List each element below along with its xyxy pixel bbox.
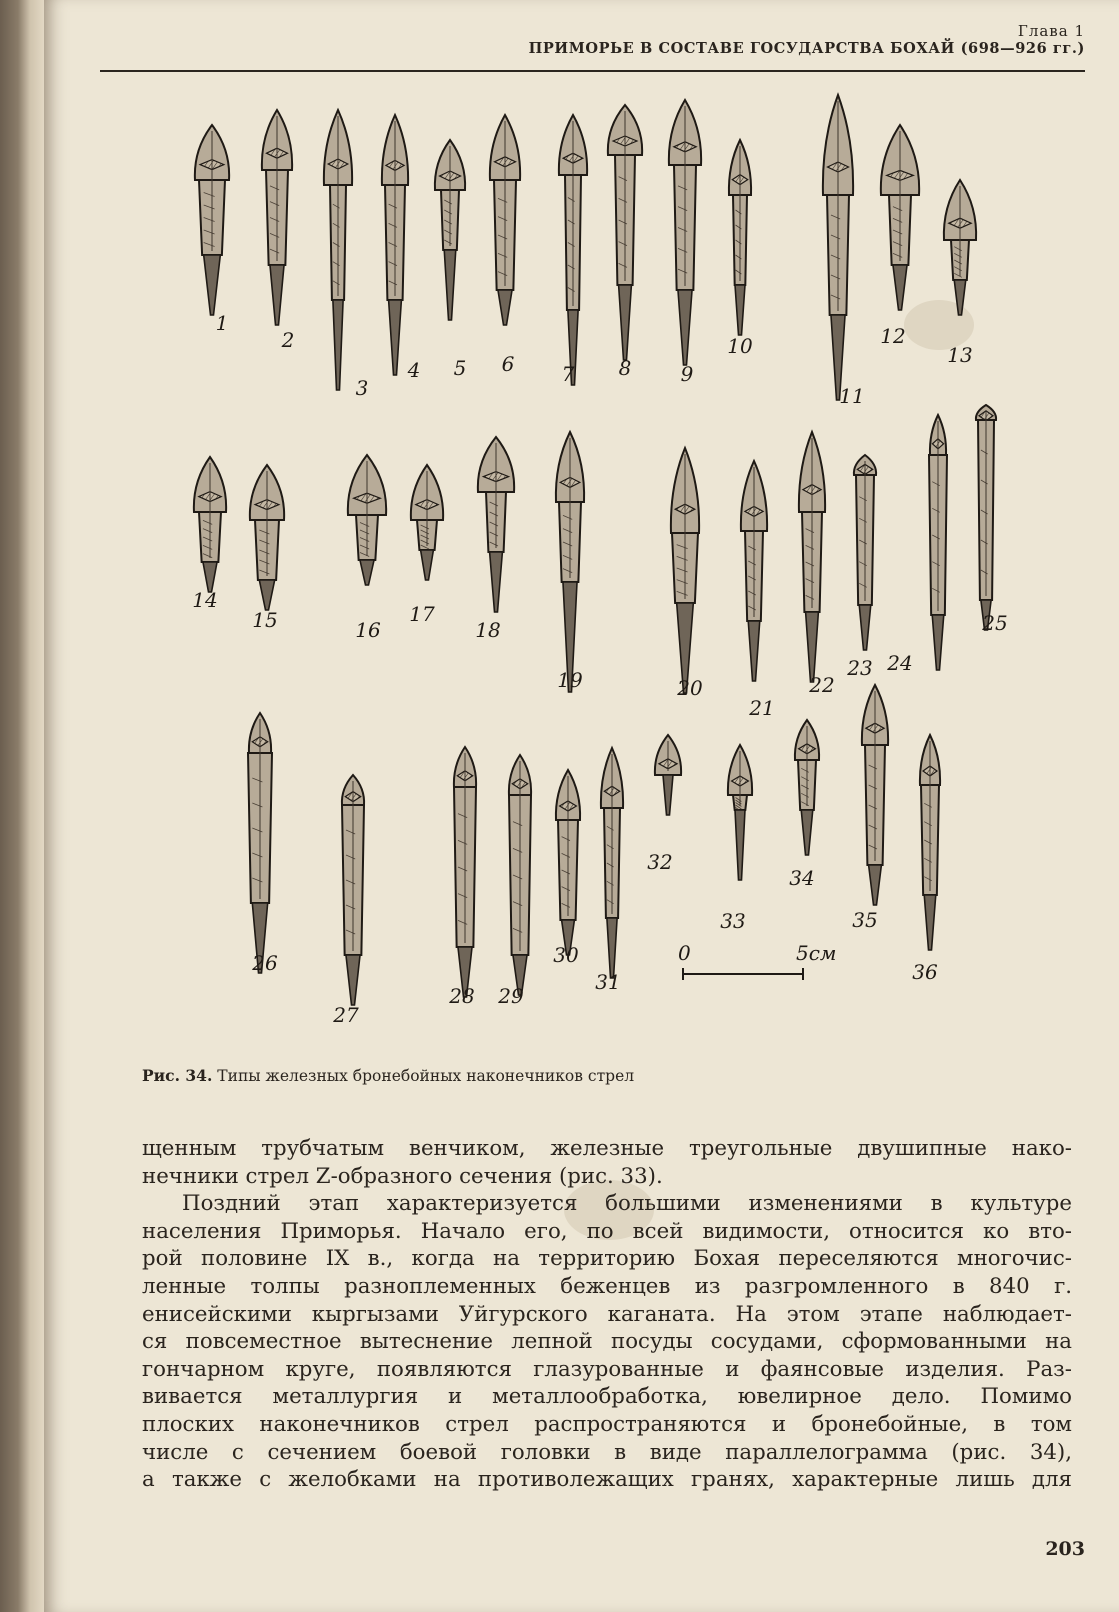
arrowhead-number-7: 7 <box>561 362 575 386</box>
arrowhead-8 <box>608 105 642 360</box>
arrowhead-number-1: 1 <box>215 311 229 335</box>
arrowhead-6 <box>490 115 520 325</box>
arrowhead-29 <box>509 755 531 995</box>
arrowhead-20 <box>671 448 699 693</box>
arrowhead-number-26: 26 <box>252 951 278 975</box>
chapter-label: Глава 1 <box>1017 22 1085 40</box>
arrowhead-number-14: 14 <box>192 588 218 612</box>
arrowhead-7 <box>559 115 587 385</box>
arrowhead-number-18: 18 <box>475 618 501 642</box>
arrowhead-number-30: 30 <box>553 943 579 967</box>
arrowhead-2 <box>262 110 292 325</box>
arrowhead-12 <box>881 125 919 310</box>
body-line: а также с желобками на противолежащих гранях, характерные лишь для <box>142 1467 1072 1493</box>
arrowhead-number-3: 3 <box>355 376 369 400</box>
arrowhead-28 <box>454 747 476 997</box>
arrowhead-number-20: 20 <box>677 676 703 700</box>
arrowhead-number-22: 22 <box>809 673 835 697</box>
arrowhead-number-13: 13 <box>947 343 973 367</box>
arrowhead-13 <box>944 180 976 315</box>
arrowhead-10 <box>729 140 751 335</box>
arrowhead-27 <box>342 775 364 1005</box>
arrowhead-number-11: 11 <box>839 384 865 408</box>
body-line: населения Приморья. Начало его, по всей видимости, относится ко вто- <box>142 1218 1072 1244</box>
arrowhead-number-4: 4 <box>407 358 421 382</box>
body-text <box>142 1135 1072 1494</box>
arrowhead-number-29: 29 <box>498 984 524 1008</box>
arrowhead-number-8: 8 <box>618 356 632 380</box>
body-line: щенным трубчатым венчиком, железные треугольные двушипные нако- <box>142 1136 1072 1161</box>
arrowhead-number-17: 17 <box>409 602 435 626</box>
arrowhead-4 <box>382 115 408 375</box>
figure-caption-label: Рис. 34. <box>142 1066 213 1085</box>
arrowhead-number-2: 2 <box>281 328 295 352</box>
arrowhead-21 <box>741 461 767 681</box>
arrowhead-number-19: 19 <box>557 668 583 692</box>
arrowhead-1 <box>195 125 229 315</box>
arrowhead-33 <box>728 745 752 880</box>
arrowhead-figure <box>100 85 1050 1060</box>
body-line: енисейскими кыргызами Уйгурского каганата. На этом этапе наблюдает- <box>142 1301 1072 1327</box>
arrowhead-16 <box>348 455 386 585</box>
header-rule <box>100 70 1085 72</box>
arrowhead-23 <box>854 455 876 650</box>
arrowhead-35 <box>862 685 888 905</box>
arrowhead-31 <box>601 748 623 978</box>
arrowhead-number-35: 35 <box>852 908 878 932</box>
arrowhead-18 <box>478 437 514 612</box>
arrowhead-number-33: 33 <box>720 909 746 933</box>
arrowhead-32 <box>655 735 681 815</box>
arrowhead-number-32: 32 <box>647 850 673 874</box>
body-line: рой половине IX в., когда на территорию Бохая переселяются многочис- <box>142 1246 1072 1272</box>
arrowhead-number-36: 36 <box>912 960 938 984</box>
arrowhead-5 <box>435 140 465 320</box>
arrowhead-3 <box>324 110 352 390</box>
arrowhead-number-27: 27 <box>333 1003 359 1027</box>
running-title: ПРИМОРЬЕ В СОСТАВЕ ГОСУДАРСТВА БОХАЙ (698—926 гг.) <box>528 40 1085 57</box>
arrowhead-36 <box>920 735 940 950</box>
arrowhead-22 <box>799 432 825 682</box>
body-line: нечники стрел Z-образного сечения (рис. 33). <box>142 1163 663 1189</box>
figure-caption <box>142 1066 634 1085</box>
arrowhead-drawings <box>100 85 1050 1060</box>
body-line: ленные толпы разноплеменных беженцев из разгромленного в 840 г. <box>142 1273 1072 1299</box>
arrowhead-number-24: 24 <box>887 651 913 675</box>
arrowhead-number-34: 34 <box>789 866 815 890</box>
page-number: 203 <box>1045 1538 1085 1560</box>
arrowhead-number-21: 21 <box>749 696 775 720</box>
arrowhead-number-10: 10 <box>727 334 753 358</box>
arrowhead-number-5: 5 <box>453 356 467 380</box>
body-line: числе с сечением боевой головки в виде параллелограмма (рис. 34), <box>142 1439 1072 1465</box>
arrowhead-number-25: 25 <box>982 611 1008 635</box>
arrowhead-number-12: 12 <box>880 324 906 348</box>
arrowhead-number-15: 15 <box>252 608 278 632</box>
body-line: ся повсеместное вытеснение лепной посуды сосудами, сформованными на <box>142 1329 1072 1355</box>
arrowhead-number-6: 6 <box>501 352 515 376</box>
scale-label-start: 0 <box>678 941 691 965</box>
page-header <box>529 22 1085 58</box>
arrowhead-26 <box>248 713 272 973</box>
body-line: Поздний этап характеризуется большими изменениями в культуре <box>182 1191 1072 1217</box>
arrowhead-24 <box>929 415 947 670</box>
arrowhead-19 <box>556 432 584 692</box>
body-line: вивается металлургия и металлообработка, ювелирное дело. Помимо <box>142 1384 1072 1410</box>
arrowhead-number-28: 28 <box>449 984 475 1008</box>
arrowhead-25 <box>976 405 996 630</box>
arrowhead-number-9: 9 <box>680 362 694 386</box>
arrowhead-9 <box>669 100 701 365</box>
arrowhead-number-23: 23 <box>847 656 873 680</box>
arrowhead-34 <box>795 720 819 855</box>
body-line: гончарном круге, появляются глазурованные и фаянсовые изделия. Раз- <box>142 1356 1072 1382</box>
scale-label-end: 5см <box>796 941 837 965</box>
arrowhead-14 <box>194 457 226 592</box>
arrowhead-30 <box>556 770 580 955</box>
scale-bar <box>678 941 837 980</box>
figure-caption-text: Типы железных бронебойных наконечников стрел <box>217 1067 635 1085</box>
arrowhead-number-16: 16 <box>355 618 381 642</box>
body-line: плоских наконечников стрел распространяются и бронебойные, в том <box>142 1411 1072 1437</box>
arrowhead-17 <box>411 465 443 580</box>
arrowhead-11 <box>823 95 853 400</box>
arrowhead-15 <box>250 465 284 610</box>
arrowhead-number-31: 31 <box>595 970 621 994</box>
